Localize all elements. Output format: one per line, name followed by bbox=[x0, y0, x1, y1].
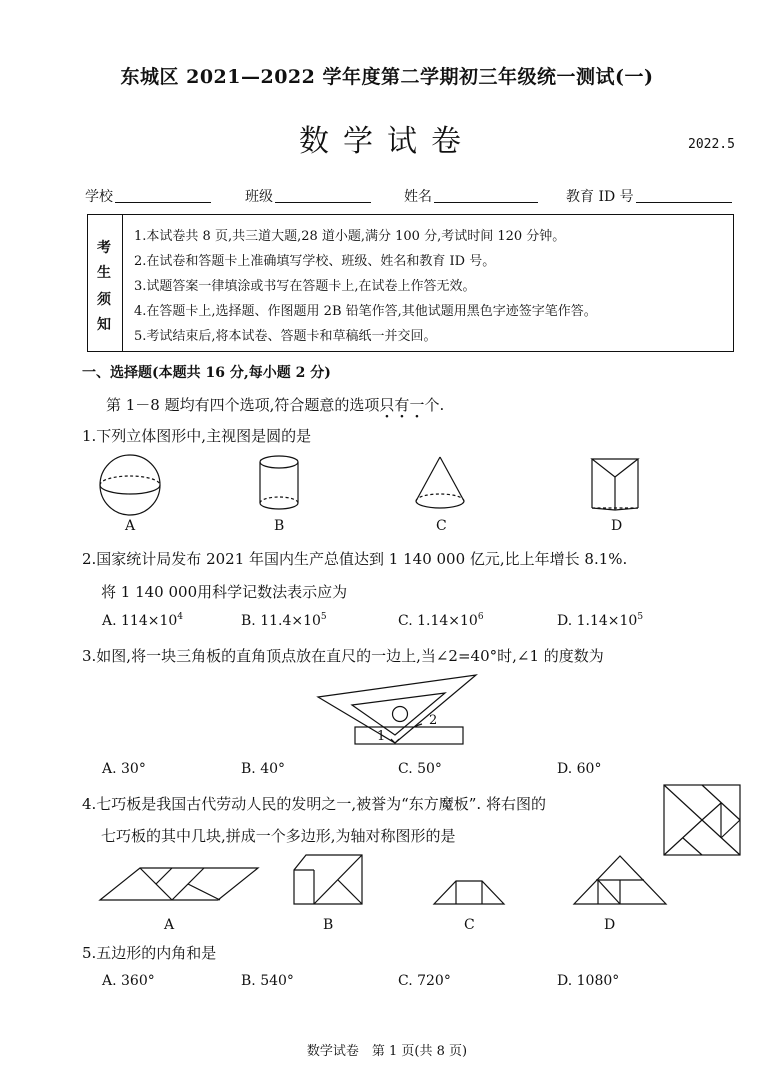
notice-item: 1.本试卷共 8 页,共三道大题,28 道小题,满分 100 分,考试时间 120 分钟。 bbox=[134, 229, 566, 244]
tangram-option-b bbox=[294, 855, 362, 904]
question-1-stem: 1.下列立体图形中,主视图是圆的是 bbox=[82, 427, 312, 445]
notice-label-char: 生 bbox=[97, 265, 111, 281]
option-text: A. 114×10 bbox=[102, 613, 178, 629]
question-4-stem-line-1: 4.七巧板是我国古代劳动人民的发明之一,被誉为“东方魔板”. 将右图的 bbox=[82, 795, 546, 813]
option-c[interactable]: C. 50° bbox=[398, 761, 442, 777]
option-a[interactable]: A. 30° bbox=[102, 761, 146, 777]
question-3-stem: 3.如图,将一块三角板的直角顶点放在直尺的一边上,当∠2=40°时,∠1 的度数为 bbox=[82, 647, 604, 665]
section-intro-text: 个. bbox=[424, 396, 445, 414]
option-text: D. 1.14×10 bbox=[557, 613, 638, 629]
question-5-stem: 5.五边形的内角和是 bbox=[82, 944, 217, 962]
question-2-stem-line-2: 将 1 140 000用科学记数法表示应为 bbox=[101, 583, 348, 601]
figure-label: A bbox=[125, 518, 136, 534]
figure-label: D bbox=[604, 917, 616, 933]
page-footer: 数学试卷 第 1 页(共 8 页) bbox=[306, 1044, 468, 1059]
notice-item: 2.在试卷和答题卡上准确填写学校、班级、姓名和教育 ID 号。 bbox=[134, 254, 496, 269]
edu-id-label: 教育 ID 号 bbox=[566, 189, 634, 205]
tangram-option-d bbox=[574, 856, 666, 904]
class-label: 班级 bbox=[245, 189, 273, 205]
tangram-square bbox=[664, 785, 740, 855]
tangram-option-a bbox=[100, 868, 258, 900]
name-label: 姓名 bbox=[404, 189, 432, 205]
emphasis-char: 有 bbox=[394, 396, 410, 414]
figure-label: B bbox=[274, 518, 285, 534]
option-exponent: 5 bbox=[320, 612, 327, 622]
option-text: B. 11.4×10 bbox=[241, 613, 321, 629]
option-a[interactable]: A. 360° bbox=[102, 973, 155, 989]
option-exponent: 4 bbox=[177, 612, 184, 622]
school-label: 学校 bbox=[85, 189, 113, 205]
figure-label: A bbox=[164, 917, 175, 933]
exam-date: 2022.5 bbox=[688, 137, 735, 152]
angle-2-label: 2 bbox=[429, 713, 438, 728]
figure-label: D bbox=[611, 518, 623, 534]
option-b[interactable]: B. 40° bbox=[241, 761, 286, 777]
tangram-option-c bbox=[434, 881, 504, 904]
notice-item: 4.在答题卡上,选择题、作图题用 2B 铅笔作答,其他试题用黑色字迹签字笔作答。 bbox=[134, 304, 597, 319]
exam-title: 东城区 2021—2022 学年度第二学期初三年级统一测试(一) bbox=[120, 66, 654, 88]
emphasis-char: 只 bbox=[379, 396, 395, 414]
angle-1-label: 1 bbox=[377, 729, 386, 744]
option-b[interactable]: B. 540° bbox=[241, 973, 294, 989]
section-heading: 一、选择题(本题共 16 分,每小题 2 分) bbox=[82, 365, 331, 381]
option-exponent: 5 bbox=[637, 612, 644, 622]
notice-label-char: 须 bbox=[97, 292, 111, 308]
figure-label: C bbox=[464, 917, 475, 933]
section-intro-text: 第 1－8 题均有四个选项,符合题意的选项 bbox=[106, 396, 380, 414]
figure-label: C bbox=[436, 518, 447, 534]
option-text: C. 1.14×10 bbox=[398, 613, 478, 629]
notice-label-char: 考 bbox=[97, 240, 111, 256]
question-4-stem-line-2: 七巧板的其中几块,拼成一个多边形,为轴对称图形的是 bbox=[101, 827, 456, 845]
option-c[interactable]: C. 720° bbox=[398, 973, 451, 989]
question-2-stem-line-1: 2.国家统计局发布 2021 年国内生产总值达到 1 140 000 亿元,比上年增长 8.1%. bbox=[82, 550, 628, 568]
option-d[interactable]: D. 60° bbox=[557, 761, 602, 777]
notice-item: 3.试题答案一律填涂或书写在答题卡上,在试卷上作答无效。 bbox=[134, 279, 476, 294]
notice-item: 5.考试结束后,将本试卷、答题卡和草稿纸一并交回。 bbox=[134, 329, 437, 344]
option-exponent: 6 bbox=[477, 612, 484, 622]
subject-title: 数学试卷 bbox=[299, 124, 475, 159]
option-d[interactable]: D. 1080° bbox=[557, 973, 620, 989]
figure-label: B bbox=[323, 917, 334, 933]
notice-label-char: 知 bbox=[97, 317, 111, 333]
emphasis-char: 一 bbox=[409, 396, 425, 414]
